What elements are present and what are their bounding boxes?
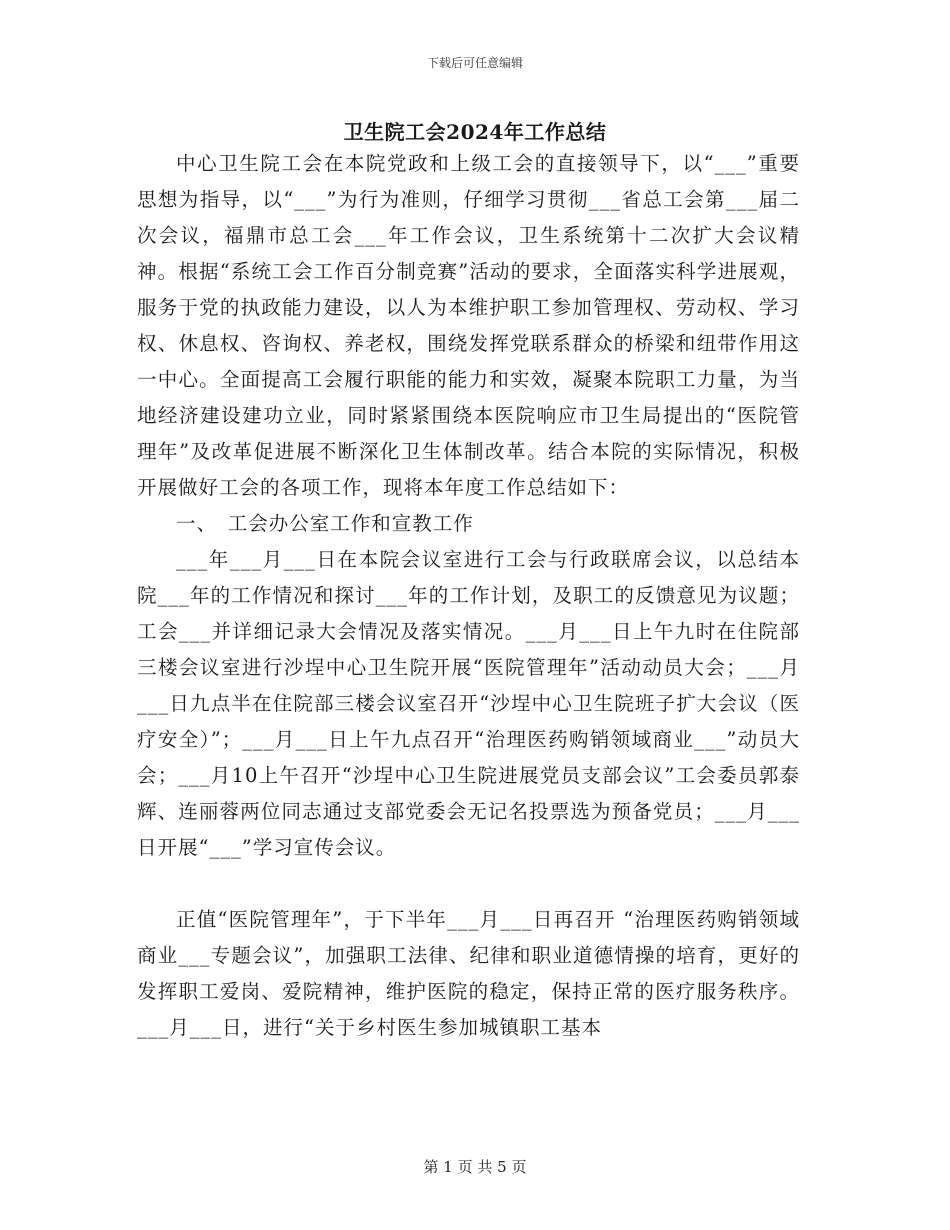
document-body (137, 146, 800, 1046)
header-note: 下载后可任意编辑 (426, 56, 523, 70)
document-title: 卫生院工会2024年工作总结 (343, 120, 607, 144)
page-number: 第 1 页 共 5 页 (423, 1158, 527, 1176)
section-heading-1: 一、 工会办公室工作和宣教工作 (176, 512, 474, 535)
paragraph-meetings: ___年___月___日在本院会议室进行工会与行政联席会议，以总结本院___年的工作情况和探讨___年的工作计划，及职工的反馈意见为议题；工会___并详细记录大会情况及落实情况。___月___日上午九时在住院部三楼会议室进行沙埕中心卫生院开展“医院管理年”活动动员大会；___月___日九点半在住院部三楼会议室召开“沙埕中心卫生院班子扩大会议（医疗安全）”；___月___日上午九点召开“治理医药购销领域商业___”动员大会；___月10上午召开“沙埕中心卫生院进展党员支部会议”工会委员郭泰辉、连丽蓉两位同志通过支部党委会无记名投票选为预备党员；___月___日开展“___”学习宣传会议。 (137, 548, 800, 859)
paragraph-management-year: 正值“医院管理年”，于下半年___月___日再召开 “治理医药购销领域商业___专题会议”，加强职工法律、纪律和职业道德情操的培育，更好的发挥职工爱岗、爱院精神，维护医院的稳定，保持正常的医疗服务秩序。___月___日，进行“关于乡村医生参加城镇职工基本 (137, 908, 800, 1039)
paragraph-intro: 中心卫生院工会在本院党政和上级工会的直接领导下，以“___”重要思想为指导，以“___”为行为准则，仔细学习贯彻___省总工会第___届二次会议，福鼎市总工会___年工作会议，卫生系统第十二次扩大会议精神。根据“系统工会工作百分制竞赛”活动的要求，全面落实科学进展观，服务于党的执政能力建设，以人为本维护职工参加管理权、劳动权、学习权、休息权、咨询权、养老权，围绕发挥党联系群众的桥梁和纽带作用这一中心。全面提高工会履行职能的能力和实效，凝聚本院职工力量，为当地经济建设建功立业，同时紧紧围绕本医院响应市卫生局提出的“医院管理年”及改革促进展不断深化卫生体制改革。结合本院的实际情况，积极开展做好工会的各项工作，现将本年度工作总结如下： (137, 152, 800, 499)
